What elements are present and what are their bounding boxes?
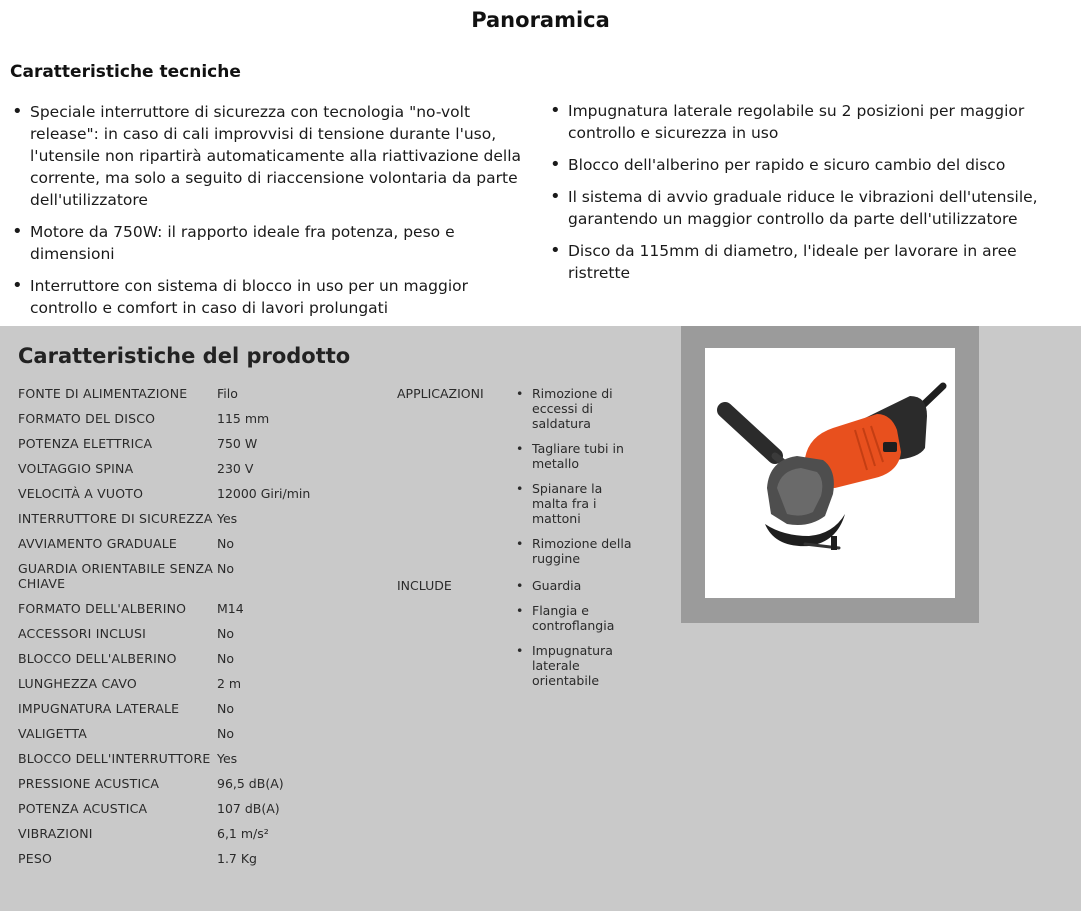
spec-value: No <box>217 651 234 666</box>
spec-value: 750 W <box>217 436 258 451</box>
spec-label: PRESSIONE ACUSTICA <box>18 776 160 791</box>
spec-row <box>18 486 378 501</box>
feature-item: • Interruttore con sistema di blocco in uso per un maggior controllo e comfort in caso di lavori prolungati <box>10 275 530 319</box>
spec-value: Yes <box>217 511 238 526</box>
spec-row <box>18 536 378 551</box>
list-item: • Rimozione di eccessi di saldatura <box>514 386 639 431</box>
spec-value: 230 V <box>217 461 254 476</box>
spec-label: FORMATO DELL'ALBERINO <box>18 601 187 616</box>
overview-section <box>0 0 1081 326</box>
spec-label: IMPUGNATURA LATERALE <box>18 701 180 716</box>
feature-item: • Blocco dell'alberino per rapido e sicuro cambio del disco <box>548 154 1078 176</box>
spec-row <box>18 386 378 401</box>
spec-label: FORMATO DEL DISCO <box>18 411 156 426</box>
spec-value: 107 dB(A) <box>217 801 280 816</box>
feature-item: • Il sistema di avvio graduale riduce le vibrazioni dell'utensile, garantendo un maggior controllo da parte dell'utilizzatore <box>548 186 1078 230</box>
spec-row <box>18 511 378 526</box>
spec-row <box>18 461 378 476</box>
spec-value: 2 m <box>217 676 242 691</box>
feature-item: • Motore da 750W: il rapporto ideale fra potenza, peso e dimensioni <box>10 221 530 265</box>
overview-title: Panoramica <box>471 8 610 32</box>
spec-label: GUARDIA ORIENTABILE SENZA CHIAVE <box>18 561 213 591</box>
spec-value: 96,5 dB(A) <box>217 776 284 791</box>
spec-label: POTENZA ELETTRICA <box>18 436 153 451</box>
applications-list <box>514 386 639 576</box>
spec-value: M14 <box>217 601 244 616</box>
spec-label: INTERRUTTORE DI SICUREZZA <box>18 511 213 526</box>
spec-row <box>18 676 378 691</box>
spec-label: LUNGHEZZA CAVO <box>18 676 137 691</box>
features-list-left <box>10 101 530 329</box>
spec-label: VELOCITÀ A VUOTO <box>18 486 144 501</box>
spec-row <box>18 651 378 666</box>
spec-table <box>18 386 378 876</box>
feature-item: • Disco da 115mm di diametro, l'ideale per lavorare in aree ristrette <box>548 240 1078 284</box>
spec-row <box>18 626 378 641</box>
list-item: • Spianare la malta fra i mattoni <box>514 481 639 526</box>
spec-label: VIBRAZIONI <box>18 826 93 841</box>
spec-value: No <box>217 726 234 741</box>
spec-label: BLOCCO DELL'INTERRUTTORE <box>18 751 211 766</box>
list-item: • Flangia e controflangia <box>514 603 639 633</box>
angle-grinder-image <box>705 348 955 598</box>
spec-value: 6,1 m/s² <box>217 826 269 841</box>
list-item: • Guardia <box>514 578 639 593</box>
feature-item: • Speciale interruttore di sicurezza con tecnologia "no-volt release": in caso di cali improvvisi di tensione durante l'uso, l'utensile non ripartirà automaticamente alla riattivazione della corrente, ma solo a seguito di riaccensione volontaria da parte dell'utilizzatore <box>10 101 530 211</box>
feature-item: • Impugnatura laterale regolabile su 2 posizioni per maggior controllo e sicurezza in uso <box>548 100 1078 144</box>
spec-row <box>18 701 378 716</box>
spec-value: No <box>217 561 234 576</box>
product-specs-section <box>0 326 1081 911</box>
spec-row <box>18 826 378 841</box>
spec-value: No <box>217 626 234 641</box>
spec-label: VALIGETTA <box>18 726 87 741</box>
spec-row <box>18 601 378 616</box>
spec-label: POTENZA ACUSTICA <box>18 801 148 816</box>
spec-label: VOLTAGGIO SPINA <box>18 461 134 476</box>
spec-value: 12000 Giri/min <box>217 486 311 501</box>
list-item: • Tagliare tubi in metallo <box>514 441 639 471</box>
spec-row <box>18 726 378 741</box>
spec-label: AVVIAMENTO GRADUALE <box>18 536 177 551</box>
spec-row <box>18 436 378 451</box>
spec-value: No <box>217 701 234 716</box>
spec-row <box>18 776 378 791</box>
includes-list <box>514 578 639 698</box>
spec-label: ACCESSORI INCLUSI <box>18 626 147 641</box>
technical-features-heading: Caratteristiche tecniche <box>10 62 241 82</box>
product-specs-heading: Caratteristiche del prodotto <box>18 344 351 368</box>
includes-label: INCLUDE <box>397 578 452 593</box>
includes-group <box>397 578 657 698</box>
spec-value: 115 mm <box>217 411 270 426</box>
spec-value: 1.7 Kg <box>217 851 257 866</box>
applications-label: APPLICAZIONI <box>397 386 484 401</box>
spec-value: Filo <box>217 386 238 401</box>
spec-row <box>18 851 378 866</box>
spec-label: FONTE DI ALIMENTAZIONE <box>18 386 188 401</box>
features-list-right <box>548 100 1078 294</box>
spec-row <box>18 801 378 816</box>
spec-label: BLOCCO DELL'ALBERINO <box>18 651 177 666</box>
list-item: • Rimozione della ruggine <box>514 536 639 566</box>
spec-row <box>18 411 378 426</box>
spec-row <box>18 561 378 591</box>
spec-row <box>18 751 378 766</box>
product-image[interactable] <box>705 348 955 598</box>
spec-label: PESO <box>18 851 53 866</box>
list-item: • Impugnatura laterale orientabile <box>514 643 639 688</box>
spec-value: Yes <box>217 751 238 766</box>
applications-group <box>397 386 657 576</box>
spec-value: No <box>217 536 234 551</box>
extra-specs <box>397 386 657 700</box>
product-image-frame <box>681 326 979 623</box>
